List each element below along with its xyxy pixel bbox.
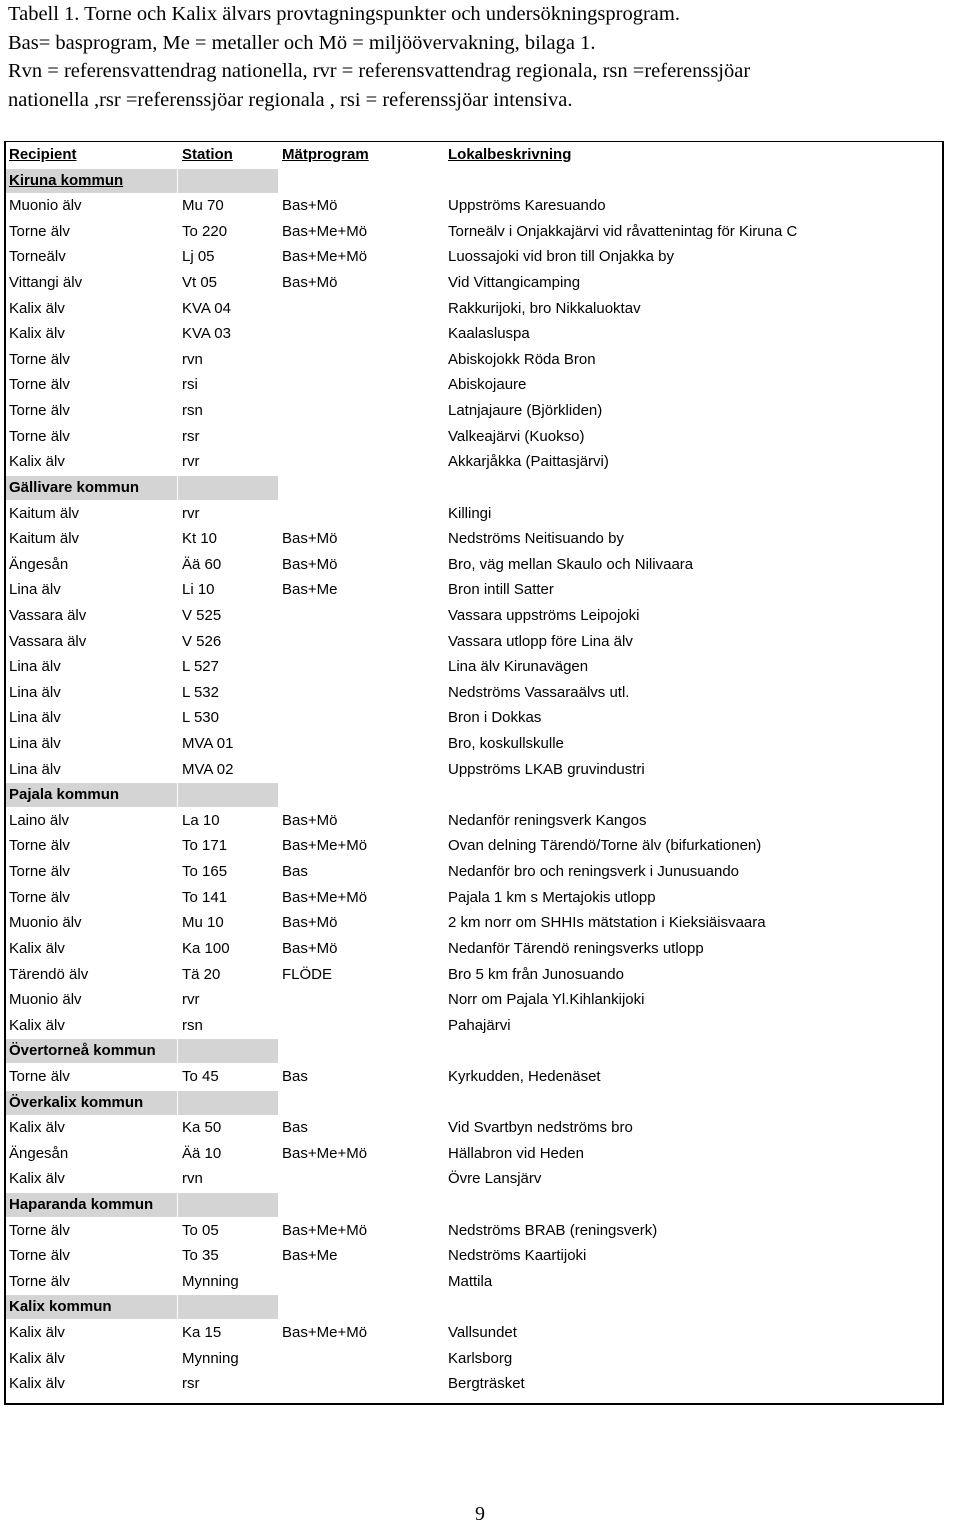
cell-station: To 165 xyxy=(182,863,228,881)
cell-station: To 05 xyxy=(182,1221,219,1239)
cell-lokalbeskrivning: Abiskojaure xyxy=(448,376,527,394)
cell-recipient: Tärendö älv xyxy=(9,965,89,983)
cell-lokalbeskrivning: Rakkurijoki, bro Nikkaluoktav xyxy=(448,299,641,317)
cell-recipient: Kalix älv xyxy=(9,1170,65,1188)
cell-lokalbeskrivning: Bergträsket xyxy=(448,1375,525,1393)
cell-matprogram: Bas+Me xyxy=(282,581,338,599)
cell-station: rsr xyxy=(182,427,200,445)
table-row xyxy=(6,987,942,1013)
cell-station: rsi xyxy=(182,376,198,394)
cell-station: Ka 50 xyxy=(182,1119,222,1137)
table-row xyxy=(6,910,942,936)
table-row xyxy=(6,1371,942,1397)
cell-station: V 525 xyxy=(182,606,222,624)
cell-matprogram: Bas+Mö xyxy=(282,274,338,292)
cell-station: Ää 60 xyxy=(182,555,222,573)
cell-lokalbeskrivning: Uppströms LKAB gruvindustri xyxy=(448,760,645,778)
cell-recipient: Kalix älv xyxy=(9,1375,65,1393)
cell-recipient: Laino älv xyxy=(9,811,70,829)
cell-recipient: Kalix älv xyxy=(9,1324,65,1342)
cell-lokalbeskrivning: Kaalasluspa xyxy=(448,325,530,343)
municipality-header-row xyxy=(6,475,942,501)
cell-matprogram: Bas+Me+Mö xyxy=(282,837,368,855)
cell-station: rvr xyxy=(182,991,200,1009)
table-row xyxy=(6,1320,942,1346)
cell-lokalbeskrivning: Lina älv Kirunavägen xyxy=(448,658,589,676)
cell-recipient: Kalix älv xyxy=(9,1119,65,1137)
cell-recipient: Lina älv xyxy=(9,581,61,599)
municipality-divider xyxy=(177,783,178,807)
cell-lokalbeskrivning: Ovan delning Tärendö/Torne älv (bifurkationen) xyxy=(448,837,762,855)
cell-recipient: Muonio älv xyxy=(9,197,82,215)
municipality-name: Haparanda kommun xyxy=(9,1195,154,1213)
cell-recipient: Torne älv xyxy=(9,1247,70,1265)
municipality-divider xyxy=(177,1295,178,1319)
municipality-header-row xyxy=(6,1192,942,1218)
cell-recipient: Torne älv xyxy=(9,1067,70,1085)
cell-station: To 35 xyxy=(182,1247,219,1265)
municipality-header-row xyxy=(6,782,942,808)
header-recipient: Recipient xyxy=(9,146,77,163)
table-row xyxy=(6,219,942,245)
cell-station: rvn xyxy=(182,350,203,368)
cell-recipient: Kaitum älv xyxy=(9,530,80,548)
cell-lokalbeskrivning: Nedströms Vassaraälvs utl. xyxy=(448,683,630,701)
municipality-header-row xyxy=(6,168,942,194)
table-row xyxy=(6,1166,942,1192)
cell-lokalbeskrivning: 2 km norr om SHHIs mätstation i Kieksiäisvaara xyxy=(448,914,766,932)
table-row xyxy=(6,372,942,398)
cell-station: Kt 10 xyxy=(182,530,218,548)
cell-recipient: Torne älv xyxy=(9,1221,70,1239)
table-row xyxy=(6,1064,942,1090)
cell-recipient: Torne älv xyxy=(9,402,70,420)
cell-station: To 171 xyxy=(182,837,228,855)
table-row xyxy=(6,193,942,219)
cell-recipient: Ängesån xyxy=(9,1144,69,1162)
cell-matprogram: Bas+Me xyxy=(282,1247,338,1265)
municipality-header-row xyxy=(6,1038,942,1064)
cell-lokalbeskrivning: Torneälv i Onjakkajärvi vid råvattenintag för Kiruna C xyxy=(448,222,798,240)
table-row xyxy=(6,885,942,911)
cell-recipient: Lina älv xyxy=(9,709,61,727)
cell-station: Mu 70 xyxy=(182,197,224,215)
table-row xyxy=(6,654,942,680)
municipality-name: Övertorneå kommun xyxy=(9,1042,156,1060)
page-number: 9 xyxy=(475,1503,485,1525)
table-row xyxy=(6,808,942,834)
cell-lokalbeskrivning: Vid Svartbyn nedströms bro xyxy=(448,1119,633,1137)
cell-matprogram: Bas+Mö xyxy=(282,811,338,829)
table-row xyxy=(6,347,942,373)
table-row xyxy=(6,296,942,322)
table-header-row xyxy=(6,142,942,168)
cell-station: MVA 02 xyxy=(182,760,234,778)
table-row xyxy=(6,398,942,424)
cell-lokalbeskrivning: Hällabron vid Heden xyxy=(448,1144,584,1162)
cell-recipient: Torne älv xyxy=(9,1272,70,1290)
table-row xyxy=(6,1141,942,1167)
table-row xyxy=(6,501,942,527)
cell-matprogram: Bas+Mö xyxy=(282,914,338,932)
cell-station: MVA 01 xyxy=(182,735,234,753)
cell-station: L 532 xyxy=(182,683,219,701)
cell-matprogram: Bas+Me+Mö xyxy=(282,888,368,906)
municipality-name: Kiruna kommun xyxy=(9,171,124,189)
cell-lokalbeskrivning: Bron i Dokkas xyxy=(448,709,542,727)
cell-lokalbeskrivning: Vallsundet xyxy=(448,1324,517,1342)
cell-lokalbeskrivning: Luossajoki vid bron till Onjakka by xyxy=(448,248,674,266)
cell-recipient: Vassara älv xyxy=(9,632,87,650)
cell-lokalbeskrivning: Vassara utlopp före Lina älv xyxy=(448,632,633,650)
cell-lokalbeskrivning: Nedströms BRAB (reningsverk) xyxy=(448,1221,658,1239)
table-bottom-padding xyxy=(6,1397,942,1403)
cell-lokalbeskrivning: Nedströms Kaartijoki xyxy=(448,1247,587,1265)
cell-lokalbeskrivning: Bro, koskullskulle xyxy=(448,735,564,753)
cell-recipient: Kalix älv xyxy=(9,1349,65,1367)
cell-matprogram: Bas xyxy=(282,1119,308,1137)
cell-lokalbeskrivning: Karlsborg xyxy=(448,1349,513,1367)
cell-lokalbeskrivning: Vassara uppströms Leipojoki xyxy=(448,606,640,624)
cell-lokalbeskrivning: Mattila xyxy=(448,1272,493,1290)
table-row xyxy=(6,833,942,859)
table-row xyxy=(6,680,942,706)
cell-recipient: Torne älv xyxy=(9,350,70,368)
table-row xyxy=(6,705,942,731)
cell-station: Vt 05 xyxy=(182,274,218,292)
table-caption xyxy=(8,0,958,114)
table-row xyxy=(6,577,942,603)
cell-matprogram: Bas+Mö xyxy=(282,939,338,957)
cell-station: Tä 20 xyxy=(182,965,221,983)
cell-station: To 220 xyxy=(182,222,228,240)
table-row xyxy=(6,552,942,578)
cell-lokalbeskrivning: Nedanför Tärendö reningsverks utlopp xyxy=(448,939,704,957)
cell-lokalbeskrivning: Valkeajärvi (Kuokso) xyxy=(448,427,585,445)
cell-lokalbeskrivning: Nedanför bro och reningsverk i Junusuando xyxy=(448,863,740,881)
cell-station: Mynning xyxy=(182,1349,239,1367)
cell-lokalbeskrivning: Uppströms Karesuando xyxy=(448,197,606,215)
table-row xyxy=(6,962,942,988)
table-row xyxy=(6,244,942,270)
cell-station: Ka 15 xyxy=(182,1324,222,1342)
cell-matprogram: Bas+Me+Mö xyxy=(282,1221,368,1239)
cell-recipient: Torne älv xyxy=(9,888,70,906)
table-row xyxy=(6,424,942,450)
cell-recipient: Kalix älv xyxy=(9,325,65,343)
cell-station: La 10 xyxy=(182,811,220,829)
table-row xyxy=(6,757,942,783)
cell-lokalbeskrivning: Övre Lansjärv xyxy=(448,1170,542,1188)
municipality-name: Överkalix kommun xyxy=(9,1093,144,1111)
cell-matprogram: Bas+Mö xyxy=(282,555,338,573)
cell-station: L 527 xyxy=(182,658,219,676)
municipality-divider xyxy=(177,1193,178,1217)
cell-matprogram: Bas xyxy=(282,863,308,881)
cell-lokalbeskrivning: Kyrkudden, Hedenäset xyxy=(448,1067,601,1085)
municipality-name: Gällivare kommun xyxy=(9,478,140,496)
cell-station: rsn xyxy=(182,402,203,420)
cell-recipient: Torne älv xyxy=(9,837,70,855)
header-lokalbeskrivning: Lokalbeskrivning xyxy=(448,146,572,163)
cell-recipient: Torne älv xyxy=(9,863,70,881)
cell-recipient: Lina älv xyxy=(9,735,61,753)
cell-recipient: Torneälv xyxy=(9,248,66,266)
cell-station: To 141 xyxy=(182,888,228,906)
header-station: Station xyxy=(182,146,233,163)
table-row xyxy=(6,629,942,655)
cell-recipient: Muonio älv xyxy=(9,914,82,932)
cell-matprogram: Bas+Me+Mö xyxy=(282,1324,368,1342)
cell-recipient: Ängesån xyxy=(9,555,69,573)
cell-matprogram: Bas+Me+Mö xyxy=(282,248,368,266)
table-row xyxy=(6,1115,942,1141)
cell-station: KVA 03 xyxy=(182,325,231,343)
cell-station: V 526 xyxy=(182,632,222,650)
municipality-divider xyxy=(177,1091,178,1115)
cell-recipient: Muonio älv xyxy=(9,991,82,1009)
cell-matprogram: Bas+Me+Mö xyxy=(282,1144,368,1162)
municipality-divider xyxy=(177,169,178,193)
cell-station: Lj 05 xyxy=(182,248,215,266)
cell-recipient: Lina älv xyxy=(9,658,61,676)
municipality-divider xyxy=(177,1039,178,1063)
cell-recipient: Lina älv xyxy=(9,683,61,701)
cell-lokalbeskrivning: Latnjajaure (Björkliden) xyxy=(448,402,603,420)
cell-station: rvr xyxy=(182,504,200,522)
cell-lokalbeskrivning: Bro 5 km från Junosuando xyxy=(448,965,624,983)
cell-lokalbeskrivning: Abiskojokk Röda Bron xyxy=(448,350,596,368)
municipality-name: Kalix kommun xyxy=(9,1298,112,1316)
table-row xyxy=(6,1346,942,1372)
cell-recipient: Lina älv xyxy=(9,760,61,778)
cell-recipient: Kalix älv xyxy=(9,299,65,317)
cell-station: rsn xyxy=(182,1016,203,1034)
table-row xyxy=(6,449,942,475)
cell-recipient: Torne älv xyxy=(9,376,70,394)
table-row xyxy=(6,1243,942,1269)
cell-station: To 45 xyxy=(182,1067,219,1085)
cell-lokalbeskrivning: Vid Vittangicamping xyxy=(448,274,581,292)
cell-station: Mynning xyxy=(182,1272,239,1290)
cell-recipient: Kalix älv xyxy=(9,1016,65,1034)
cell-station: rvn xyxy=(182,1170,203,1188)
table-row xyxy=(6,1218,942,1244)
cell-matprogram: FLÖDE xyxy=(282,965,333,983)
stations-table xyxy=(4,141,944,1405)
table-row xyxy=(6,1013,942,1039)
caption-line: Tabell 1. Torne och Kalix älvars provtagningspunkter och undersökningsprogram. xyxy=(8,3,680,25)
caption-line: nationella ,rsr =referenssjöar regionala , rsi = referenssjöar intensiva. xyxy=(8,88,573,111)
cell-lokalbeskrivning: Pahajärvi xyxy=(448,1016,511,1034)
cell-recipient: Kaitum älv xyxy=(9,504,80,522)
cell-station: KVA 04 xyxy=(182,299,231,317)
municipality-header-row xyxy=(6,1294,942,1320)
cell-recipient: Vassara älv xyxy=(9,606,87,624)
table-row xyxy=(6,526,942,552)
table-row xyxy=(6,270,942,296)
municipality-header-row xyxy=(6,1090,942,1116)
table-row xyxy=(6,731,942,757)
table-row xyxy=(6,1269,942,1295)
cell-lokalbeskrivning: Killingi xyxy=(448,504,492,522)
cell-recipient: Kalix älv xyxy=(9,939,65,957)
cell-lokalbeskrivning: Nedanför reningsverk Kangos xyxy=(448,811,647,829)
cell-station: Li 10 xyxy=(182,581,215,599)
header-matprogram: Mätprogram xyxy=(282,146,369,163)
cell-matprogram: Bas+Mö xyxy=(282,197,338,215)
cell-recipient: Vittangi älv xyxy=(9,274,83,292)
cell-station: Mu 10 xyxy=(182,914,224,932)
municipality-name: Pajala kommun xyxy=(9,786,120,804)
table-row xyxy=(6,859,942,885)
cell-lokalbeskrivning: Pajala 1 km s Mertajokis utlopp xyxy=(448,888,656,906)
cell-matprogram: Bas+Me+Mö xyxy=(282,222,368,240)
caption-line: Bas= basprogram, Me = metaller och Mö = miljöövervakning, bilaga 1. xyxy=(8,31,596,54)
cell-lokalbeskrivning: Bron intill Satter xyxy=(448,581,554,599)
cell-lokalbeskrivning: Akkarjåkka (Paittasjärvi) xyxy=(448,453,609,471)
table-row xyxy=(6,603,942,629)
cell-lokalbeskrivning: Bro, väg mellan Skaulo och Nilivaara xyxy=(448,555,694,573)
cell-matprogram: Bas xyxy=(282,1067,308,1085)
caption-line: Rvn = referensvattendrag nationella, rvr = referensvattendrag regionala, rsn =referenssjöar xyxy=(8,60,751,82)
cell-station: rvr xyxy=(182,453,200,471)
cell-recipient: Torne älv xyxy=(9,222,70,240)
table-row xyxy=(6,936,942,962)
municipality-divider xyxy=(177,476,178,500)
cell-station: L 530 xyxy=(182,709,219,727)
cell-station: Ää 10 xyxy=(182,1144,222,1162)
table-row xyxy=(6,321,942,347)
cell-recipient: Kalix älv xyxy=(9,453,65,471)
cell-lokalbeskrivning: Nedströms Neitisuando by xyxy=(448,530,624,548)
cell-station: rsr xyxy=(182,1375,200,1393)
cell-lokalbeskrivning: Norr om Pajala Yl.Kihlankijoki xyxy=(448,991,645,1009)
cell-matprogram: Bas+Mö xyxy=(282,530,338,548)
cell-station: Ka 100 xyxy=(182,939,230,957)
cell-recipient: Torne älv xyxy=(9,427,70,445)
